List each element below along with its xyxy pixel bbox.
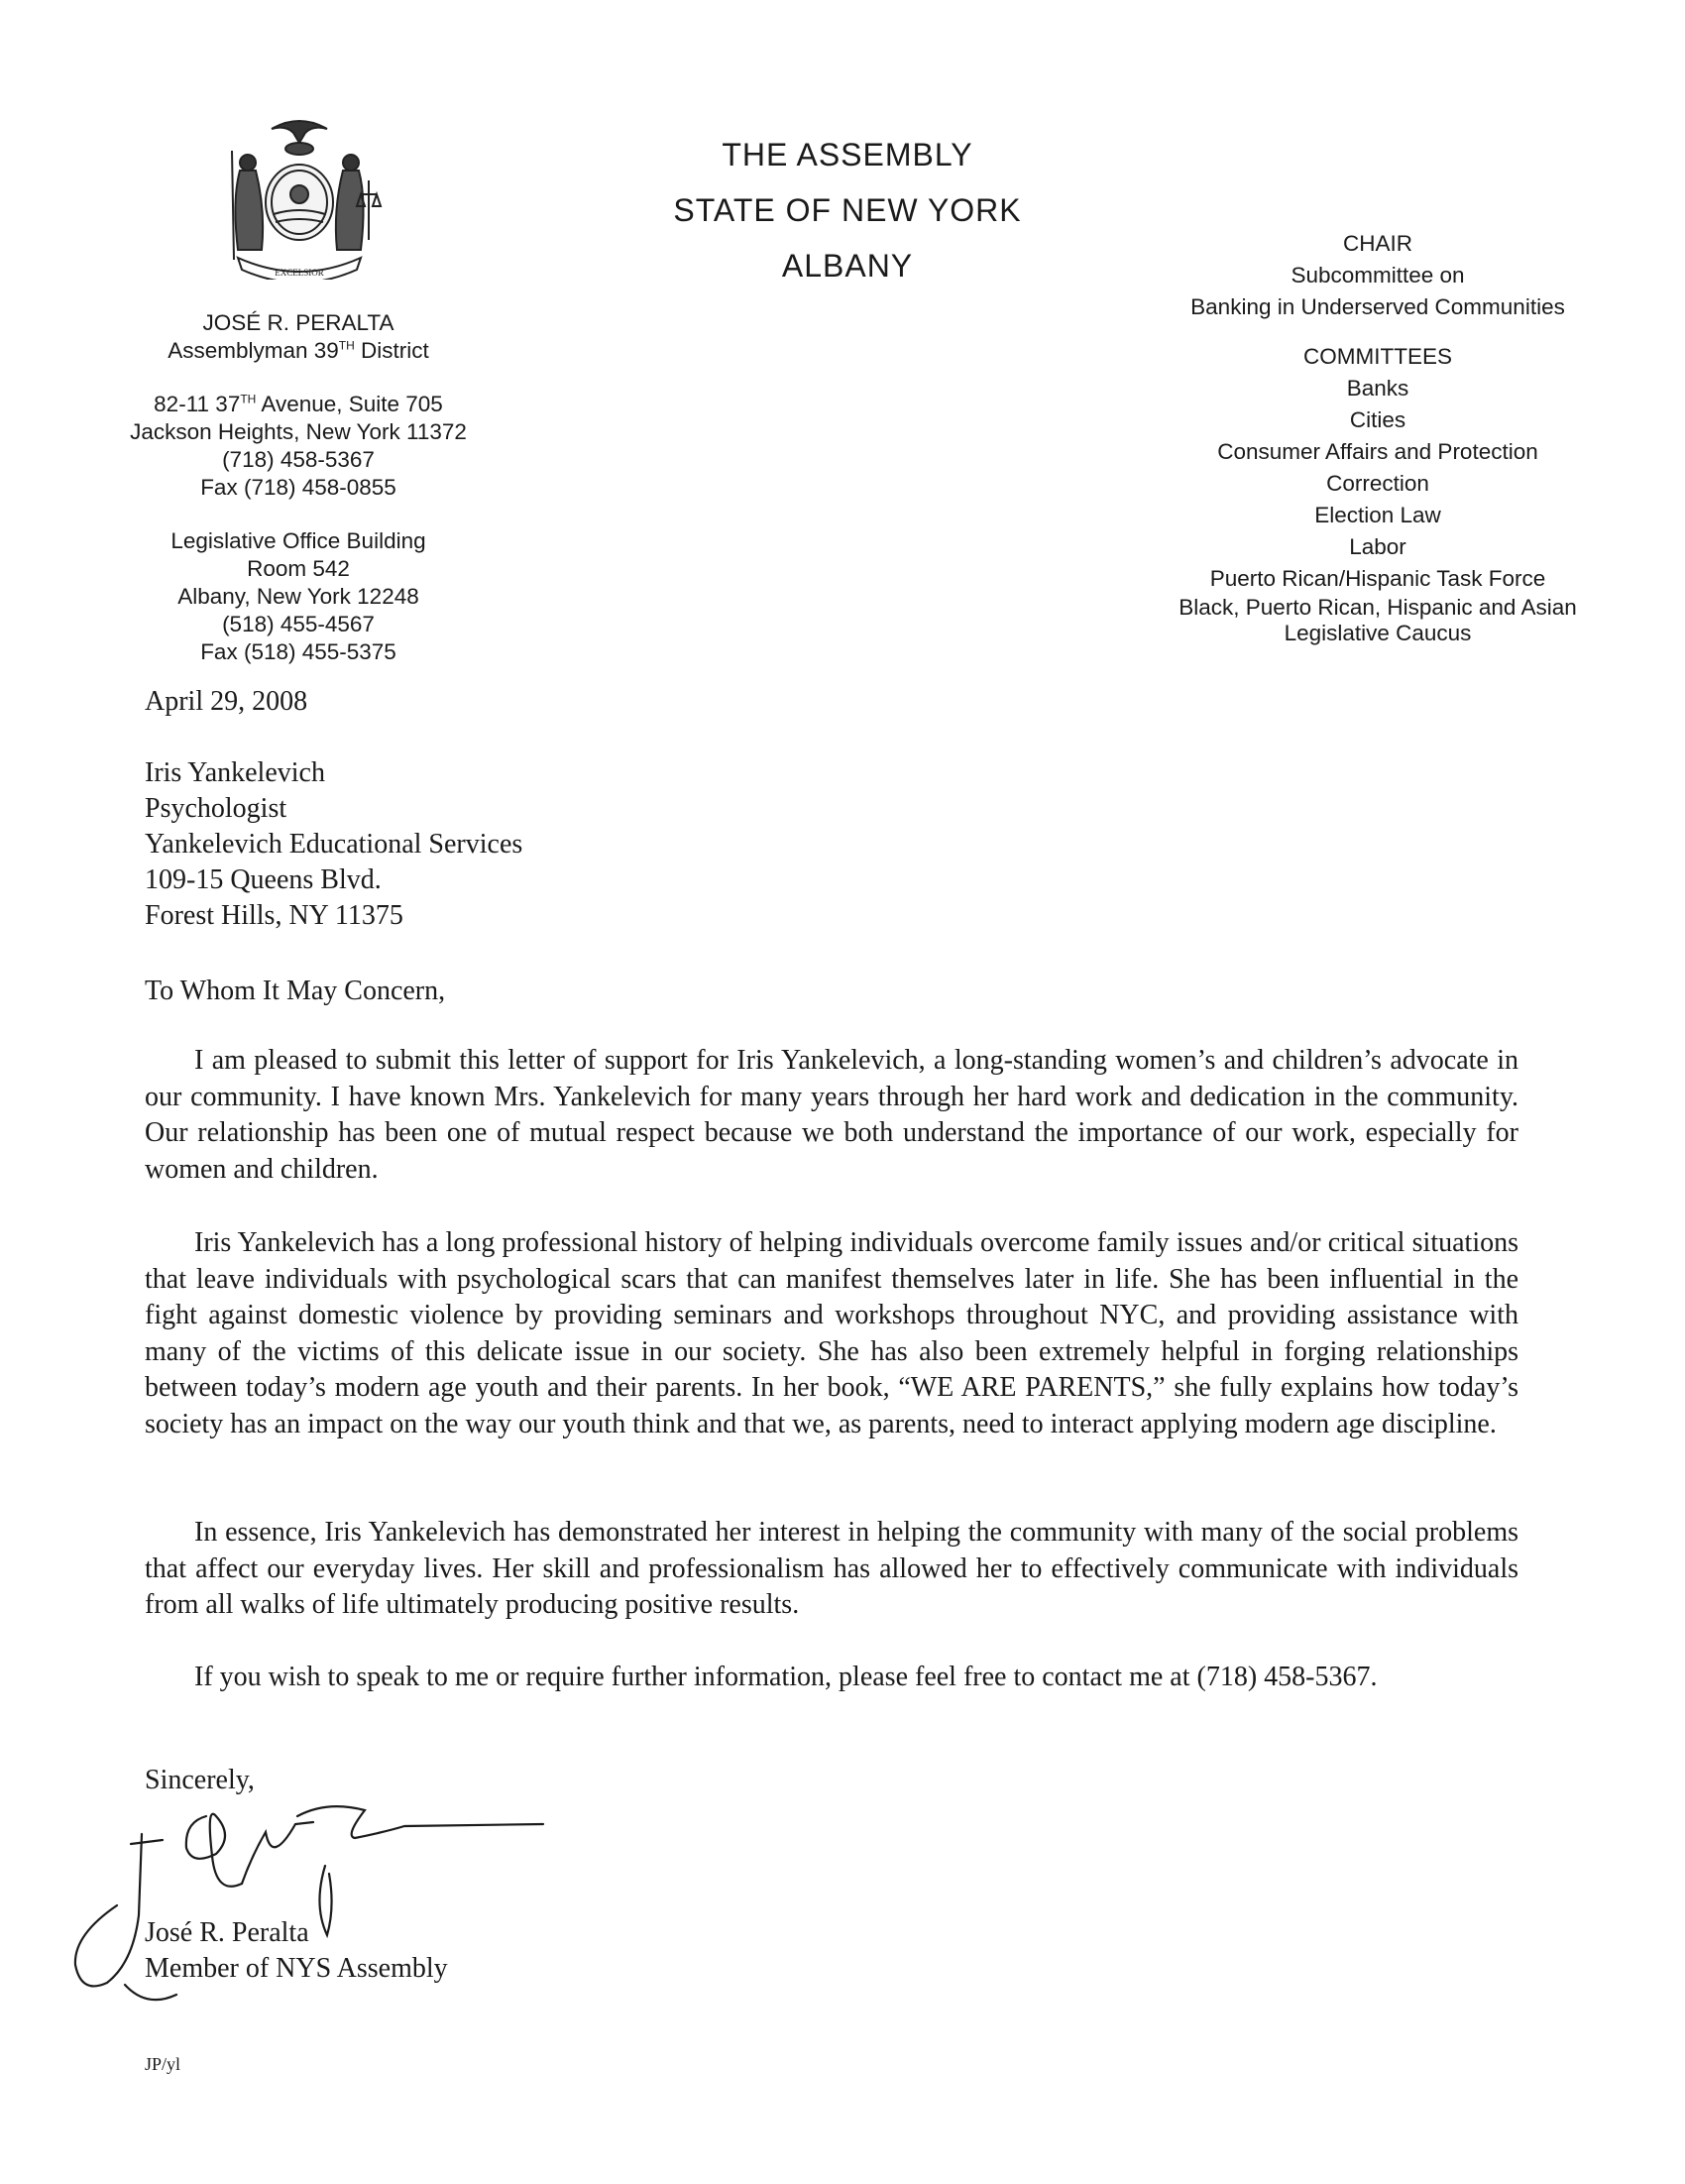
reference-initials: JP/yl — [145, 2054, 181, 2074]
albany-fax: Fax (518) 455-5375 — [200, 639, 396, 664]
district-address-line: Jackson Heights, New York 11372 — [130, 419, 467, 444]
recipient-line: Forest Hills, NY 11375 — [145, 900, 403, 931]
heading-line: STATE OF NEW YORK — [673, 192, 1022, 228]
albany-address-line: Legislative Office Building — [170, 528, 426, 553]
chair-line: Banking in Underserved Communities — [1190, 294, 1565, 319]
albany-phone: (518) 455-4567 — [222, 612, 375, 636]
body-paragraph: I am pleased to submit this letter of support for Iris Yankelevich, a long-standing women’s and children’s advocate in our community. I have known Mrs. Yankelevich for many years through her hard work and dedication in the community. Our relationship has been one of mutual respect because we both understand the importance of our work, especially for women and children. — [145, 1045, 1518, 1185]
committee-item: Election Law — [1314, 503, 1441, 527]
body-paragraph: Iris Yankelevich has a long professional history of helping individuals overcome family issues and/or critical situations that leave individuals with psychological scars that can manifest themselves later in life. She has been influential in the fight against domestic violence by providing seminars and workshops throughout NYC, and providing assistance with many of the victims of this delicate issue in our society. She has also been extremely helpful in forging relationships between today’s modern age youth and their parents. In her book, “WE ARE PARENTS,” she fully explains how today’s society has an impact on the way our youth think and that we, as parents, need to interact applying modern age discipline. — [145, 1227, 1518, 1439]
nys-seal-logo — [210, 111, 389, 280]
albany-address-line: Room 542 — [247, 556, 350, 581]
committee-item: Banks — [1346, 376, 1409, 401]
member-name: JOSÉ R. PERALTA — [202, 310, 394, 335]
chair-label: CHAIR — [1342, 231, 1412, 256]
body-paragraph: If you wish to speak to me or require further information, please feel free to contact me at (718) 458-5367. — [194, 1662, 1378, 1692]
committees-block — [1120, 228, 1635, 646]
district-address-line: 82-11 37TH Avenue, Suite 705 — [154, 392, 443, 416]
recipient-line: Yankelevich Educational Services — [145, 829, 523, 860]
recipient-line: Iris Yankelevich — [145, 757, 325, 788]
closing: Sincerely, — [145, 1765, 255, 1795]
signer-block — [145, 1915, 448, 1987]
recipient-line: Psychologist — [145, 793, 287, 824]
assembly-heading — [555, 127, 1140, 293]
committee-item: Black, Puerto Rican, Hispanic and Asian — [1179, 595, 1577, 620]
district-fax: Fax (718) 458-0855 — [200, 475, 396, 500]
chair-line: Subcommittee on — [1291, 263, 1465, 287]
albany-address-line: Albany, New York 12248 — [177, 584, 419, 609]
body-paragraph: In essence, Iris Yankelevich has demonstrated her interest in helping the community with many of the social problems that affect our everyday lives. Her skill and professionalism has allowed her to effectively communicate with individuals from all walks of life ultimately producing positive results. — [145, 1517, 1518, 1620]
committee-item: Cities — [1349, 407, 1406, 432]
seal-motto: EXCELSIOR — [275, 268, 324, 278]
committee-item: Puerto Rican/Hispanic Task Force — [1209, 566, 1546, 591]
signer-name: José R. Peralta — [145, 1917, 309, 1948]
letter-date: April 29, 2008 — [145, 686, 308, 717]
member-contact-block — [95, 309, 502, 666]
recipient-address — [145, 755, 522, 934]
member-title: Assemblyman 39TH District — [168, 338, 429, 363]
heading-line: THE ASSEMBLY — [722, 137, 973, 172]
committee-item: Legislative Caucus — [1284, 621, 1472, 645]
committee-item: Labor — [1349, 534, 1406, 559]
heading-line: ALBANY — [781, 248, 914, 284]
committee-item: Correction — [1326, 471, 1429, 496]
committee-item: Consumer Affairs and Protection — [1217, 439, 1538, 464]
district-phone: (718) 458-5367 — [222, 447, 375, 472]
committees-label: COMMITTEES — [1303, 344, 1452, 369]
signer-title: Member of NYS Assembly — [145, 1953, 448, 1984]
salutation: To Whom It May Concern, — [145, 976, 446, 1006]
recipient-line: 109-15 Queens Blvd. — [145, 864, 382, 895]
